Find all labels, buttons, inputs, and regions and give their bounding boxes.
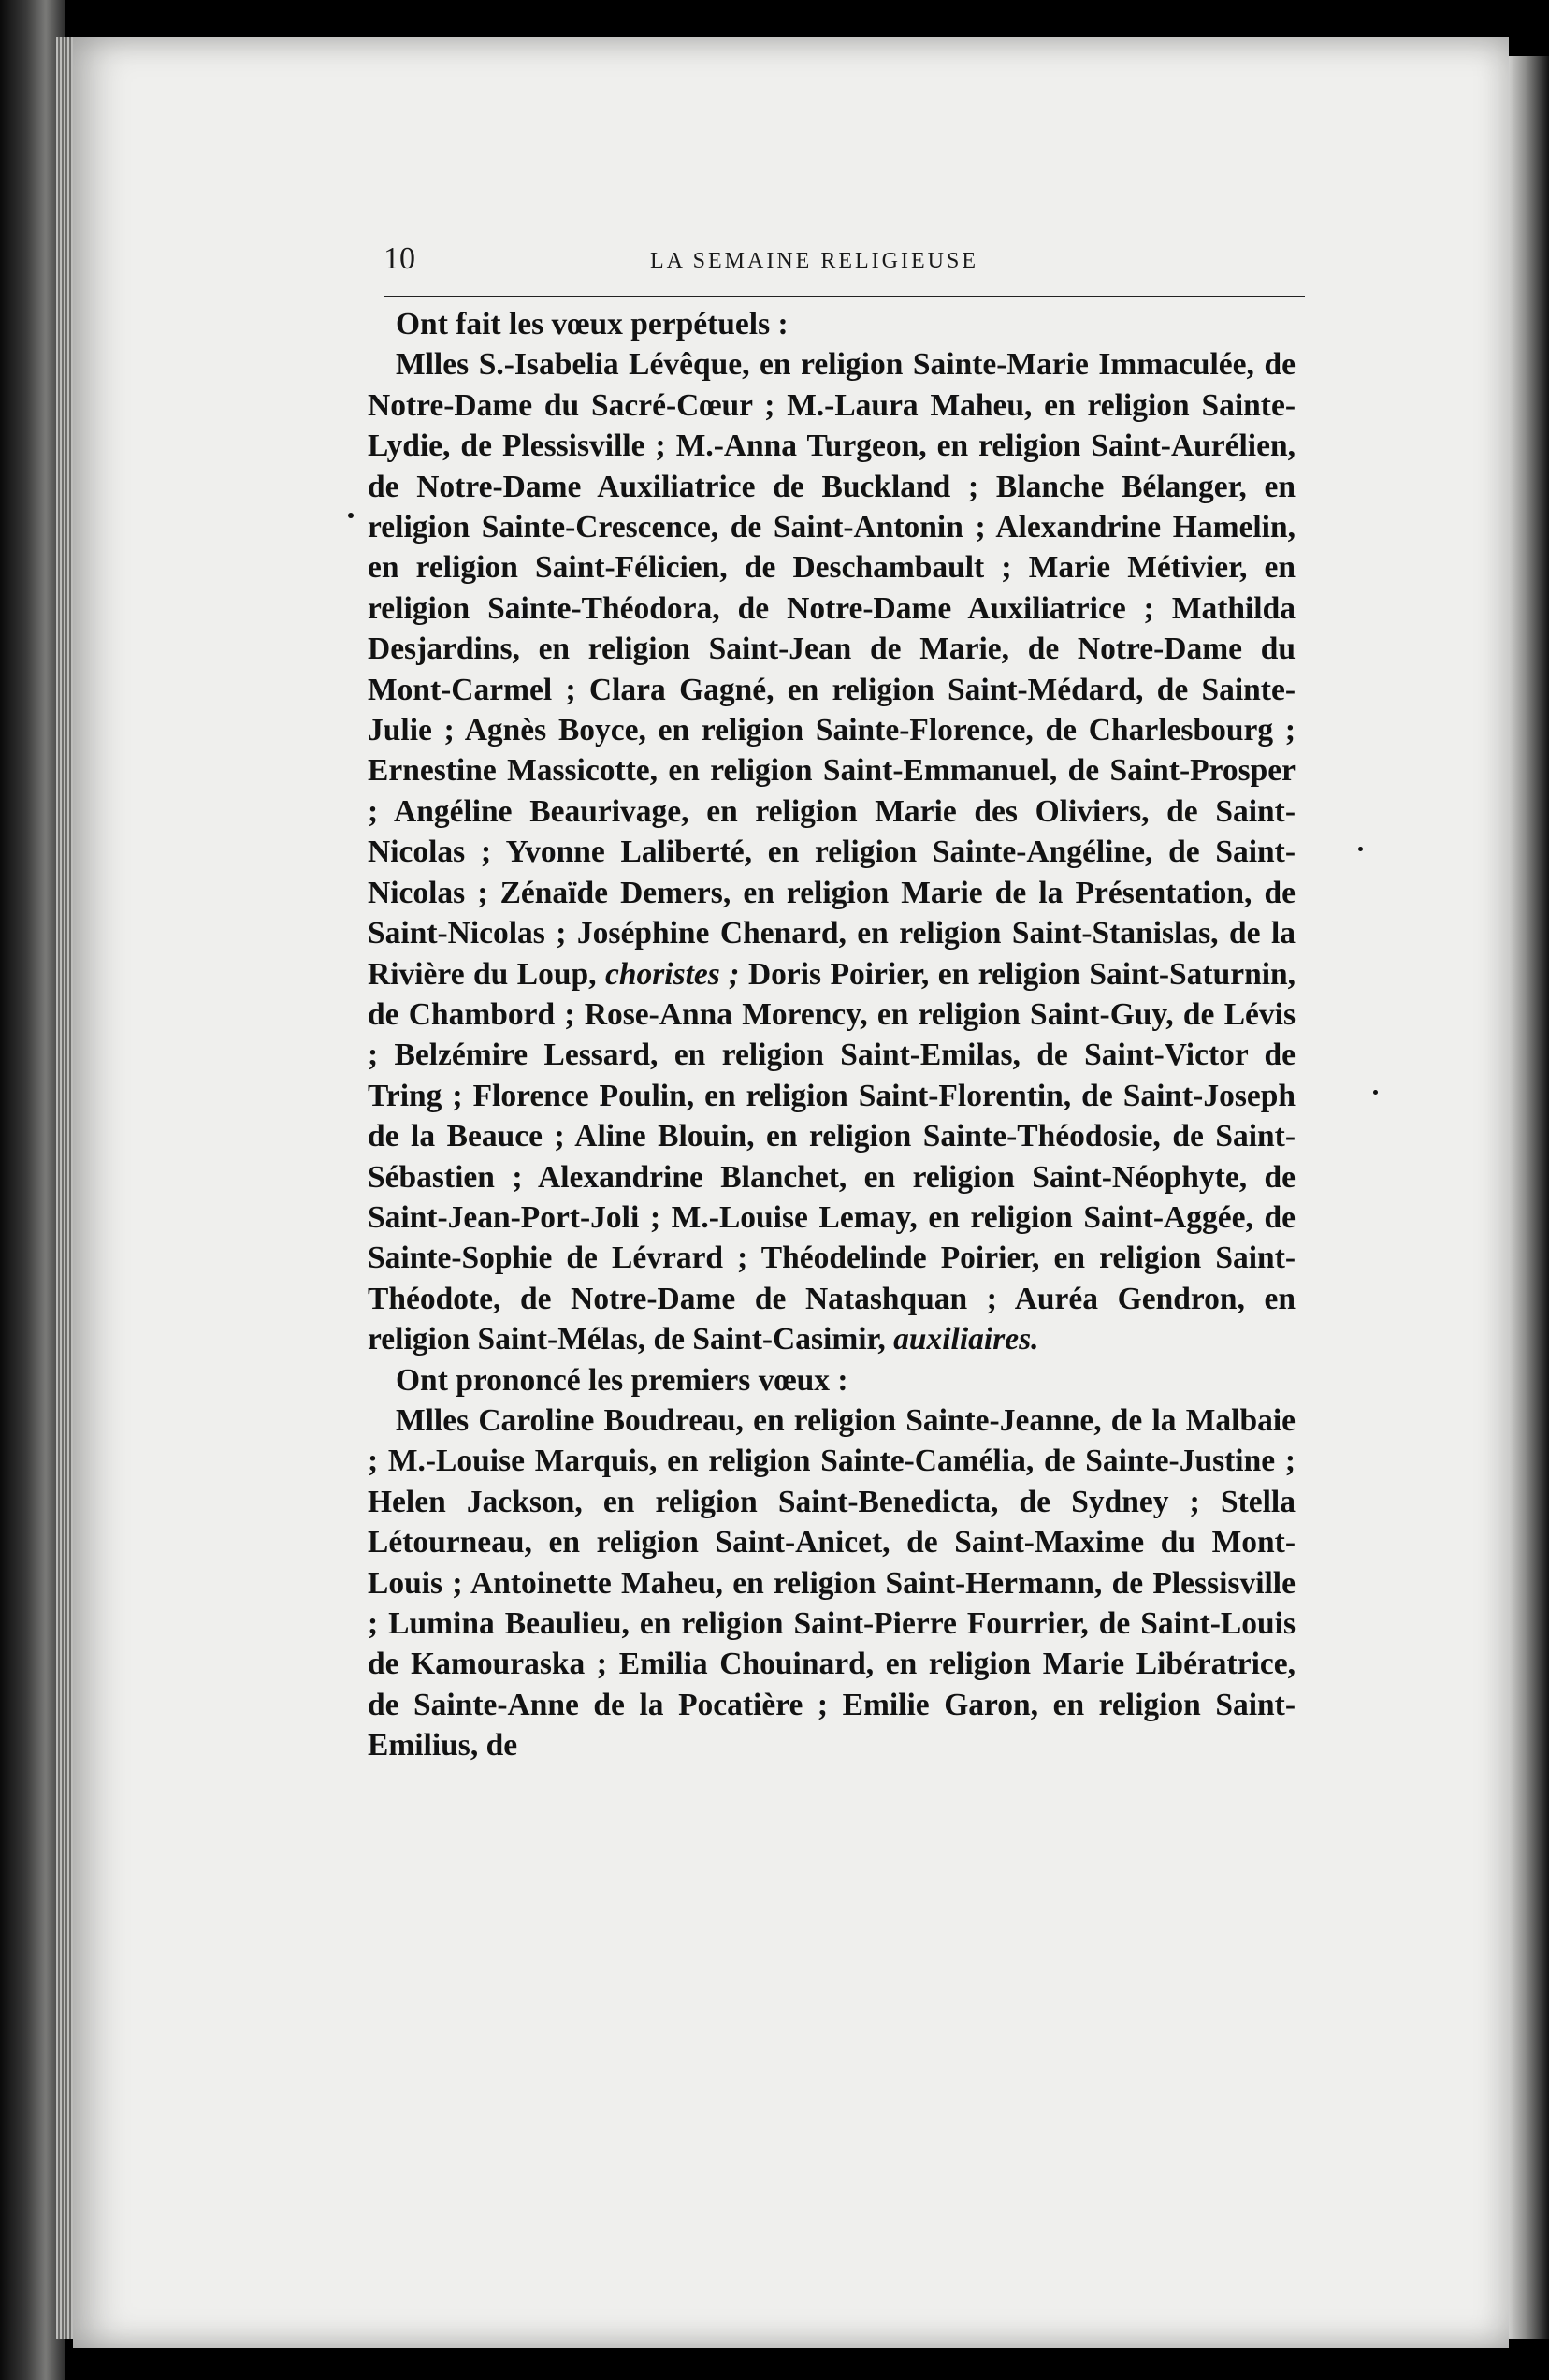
page-header	[384, 241, 1319, 288]
paragraph-text: Mlles S.-Isabelia Lévêque, en religion Sainte-Marie Immaculée, de Notre-Dame du Sacré-Cœur ; M.-Laura Maheu, en religion Sainte-Lydie, de Plessisville ; M.-Anna Turgeon, en religion Saint-Aurélien, de Notre-Dame Auxiliatrice de Buckland ; Blanche Bélanger, en religion Sainte-Crescence, de Saint-Antonin ; Alexandrine Hamelin, en religion Saint-Félicien, de Deschambault ; Marie Métivier, en religion Sainte-Théodora, de Notre-Dame Auxiliatrice ; Mathilda Desjardins, en religion Saint-Jean de Marie, de Notre-Dame du Mont-Carmel ; Clara Gagné, en religion Saint-Médard, de Sainte-Julie ; Agnès Boyce, en religion Sainte-Florence, de Charlesbourg ; Ernestine Massicotte, en religion Saint-Emmanuel, de Saint-Prosper ; Angéline Beaurivage, en religion Marie des Oliviers, de Saint-Nicolas ; Yvonne Laliberté, en religion Sainte-Angéline, de Saint-Nicolas ; Zénaïde Demers, en religion Marie de la Présentation, de Saint-Nicolas ; Joséphine Chenard, en religion Saint-Stanislas, de la Rivière du Loup,	[368, 347, 1296, 992]
italic-choristes: choristes ;	[604, 956, 740, 992]
body-text	[368, 304, 1296, 1766]
page-stack-edge	[56, 37, 75, 2339]
print-speck	[348, 513, 354, 518]
section-intro-perpetual: Ont fait les vœux perpétuels :	[396, 307, 789, 341]
running-title: LA SEMAINE RELIGIEUSE	[650, 249, 978, 273]
print-speck	[1373, 1090, 1378, 1095]
page-right-edge	[1509, 56, 1549, 2339]
paragraph-perpetual-vows	[368, 344, 1296, 1359]
italic-auxiliaires: auxiliaires.	[893, 1322, 1039, 1357]
print-speck	[1358, 847, 1363, 851]
page-number: 10	[384, 241, 415, 276]
paragraph-first-vows: Mlles Caroline Boudreau, en religion Sainte-Jeanne, de la Malbaie ; M.-Louise Marquis, en religion Sainte-Camélia, de Sainte-Justine ; Helen Jackson, en religion Saint-Benedicta, de Sydney ; Stella Létourneau, en religion Saint-Anicet, de Saint-Maxime du Mont-Louis ; Antoinette Maheu, en religion Saint-Hermann, de Plessisville ; Lumina Beaulieu, en religion Saint-Pierre Fourrier, de Saint-Louis de Kamouraska ; Emilia Chouinard, en religion Marie Libératrice, de Sainte-Anne de la Pocatière ; Emilie Garon, en religion Saint-Emilius, de	[368, 1402, 1296, 1763]
paragraph-text-continued: Doris Poirier, en religion Saint-Saturnin, de Chambord ; Rose-Anna Morency, en religion Saint-Guy, de Lévis ; Belzémire Lessard, en religion Saint-Emilas, de Saint-Victor de Tring ; Florence Poulin, en religion Saint-Florentin, de Saint-Joseph de la Beauce ; Aline Blouin, en religion Sainte-Théodosie, de Saint-Sébastien ; Alexandrine Blanchet, en religion Saint-Néophyte, de Saint-Jean-Port-Joli ; M.-Louise Lemay, en religion Saint-Aggée, de Sainte-Sophie de Lévrard ; Théodelinde Poirier, en religion Saint-Théodote, de Notre-Dame de Natashquan ; Auréa Gendron, en religion Saint-Mélas, de Saint-Casimir,	[368, 956, 1296, 1357]
section-intro-first-vows: Ont prononcé les premiers vœux :	[396, 1362, 848, 1398]
header-rule	[384, 296, 1305, 298]
